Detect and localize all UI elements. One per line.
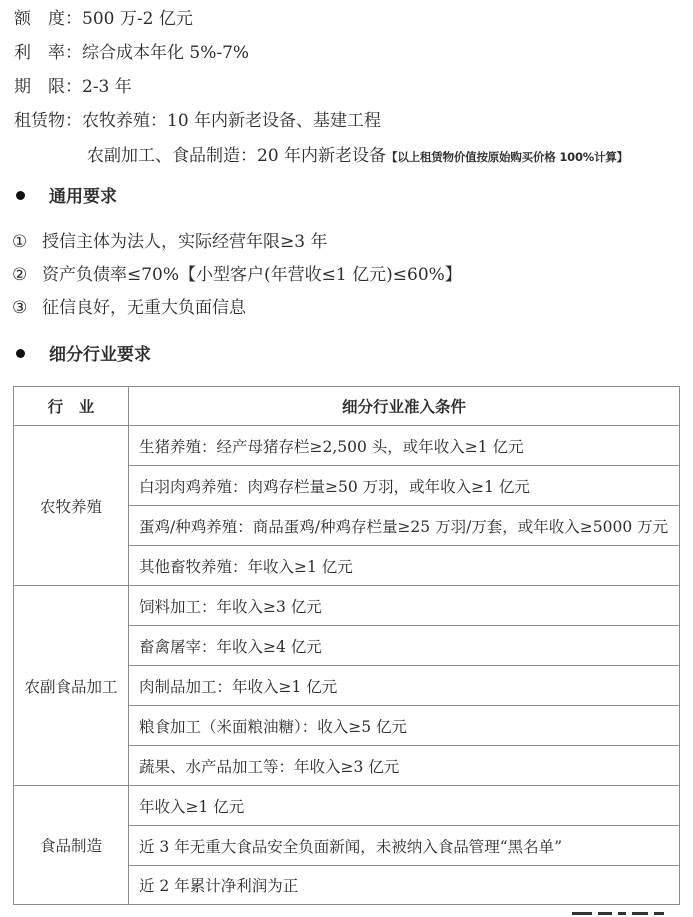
condition-cell: 近 3 年无重大食品安全负面新闻，未被纳入食品管理“黑名单” (129, 826, 680, 866)
industry-cell: 食品制造 (14, 786, 129, 905)
leased-item-2: 农副加工、食品制造：20 年内新老设备 (87, 146, 387, 166)
condition-cell: 白羽肉鸡养殖：肉鸡存栏量≥50 万羽，或年收入≥1 亿元 (129, 466, 680, 506)
leased-note: 【以上租赁物价值按原始购买价格 100%计算】 (386, 150, 628, 164)
general-section-heading (12, 186, 117, 208)
segment-section-heading (12, 344, 151, 366)
industry-cell: 农牧养殖 (14, 426, 129, 586)
item-text: 资产负债率≤70%【小型客户(年营收≤1 亿元)≤60%】 (42, 265, 462, 285)
general-title: 通用要求 (49, 187, 117, 207)
rate-line (14, 42, 249, 64)
general-item (12, 297, 246, 319)
limit-label: 额 度： (14, 9, 82, 29)
condition-cell: 蔬果、水产品加工等：年收入≥3 亿元 (129, 746, 680, 786)
item-number: ① (12, 232, 28, 252)
item-number: ② (12, 265, 28, 285)
table-header-row (14, 387, 680, 426)
conditions-column-header: 细分行业准入条件 (129, 387, 680, 426)
item-text: 征信良好，无重大负面信息 (42, 298, 246, 318)
condition-cell: 生猪养殖：经产母猪存栏≥2,500 头，或年收入≥1 亿元 (129, 426, 680, 466)
condition-cell: 饲料加工：年收入≥3 亿元 (129, 586, 680, 626)
condition-cell: 畜禽屠宰：年收入≥4 亿元 (129, 626, 680, 666)
industry-cell: 农副食品加工 (14, 586, 129, 786)
period-label: 期 限： (14, 77, 82, 97)
leased-label: 租赁物： (14, 111, 82, 131)
leased-item-1: 农牧养殖：10 年内新老设备、基建工程 (82, 111, 382, 131)
period-line (14, 76, 132, 98)
leased-line-2 (87, 145, 628, 168)
general-item (12, 231, 327, 253)
table-row (14, 786, 680, 826)
page-footer-marks (572, 912, 682, 917)
rate-value: 综合成本年化 5%-7% (82, 43, 250, 63)
item-text: 授信主体为法人，实际经营年限≥3 年 (42, 232, 328, 252)
bullet-icon (16, 191, 25, 200)
condition-cell: 肉制品加工：年收入≥1 亿元 (129, 666, 680, 706)
period-value: 2-3 年 (82, 77, 132, 97)
condition-cell: 粮食加工（米面粮油糖）：收入≥5 亿元 (129, 706, 680, 746)
condition-cell: 其他畜牧养殖：年收入≥1 亿元 (129, 546, 680, 586)
industry-column-header: 行 业 (14, 387, 129, 426)
limit-line (14, 8, 193, 30)
condition-cell: 近 2 年累计净利润为正 (129, 866, 680, 905)
condition-cell: 年收入≥1 亿元 (129, 786, 680, 826)
condition-cell: 蛋鸡/种鸡养殖：商品蛋鸡/种鸡存栏量≥25 万羽/万套，或年收入≥5000 万元 (129, 506, 680, 546)
limit-value: 500 万-2 亿元 (82, 9, 193, 29)
bullet-icon (16, 349, 25, 358)
table-row (14, 586, 680, 626)
table-row (14, 426, 680, 466)
segment-title: 细分行业要求 (49, 345, 151, 365)
rate-label: 利 率： (14, 43, 82, 63)
general-item (12, 264, 462, 286)
industry-requirements-table (13, 386, 680, 905)
item-number: ③ (12, 298, 28, 318)
leased-line-1 (14, 110, 381, 132)
